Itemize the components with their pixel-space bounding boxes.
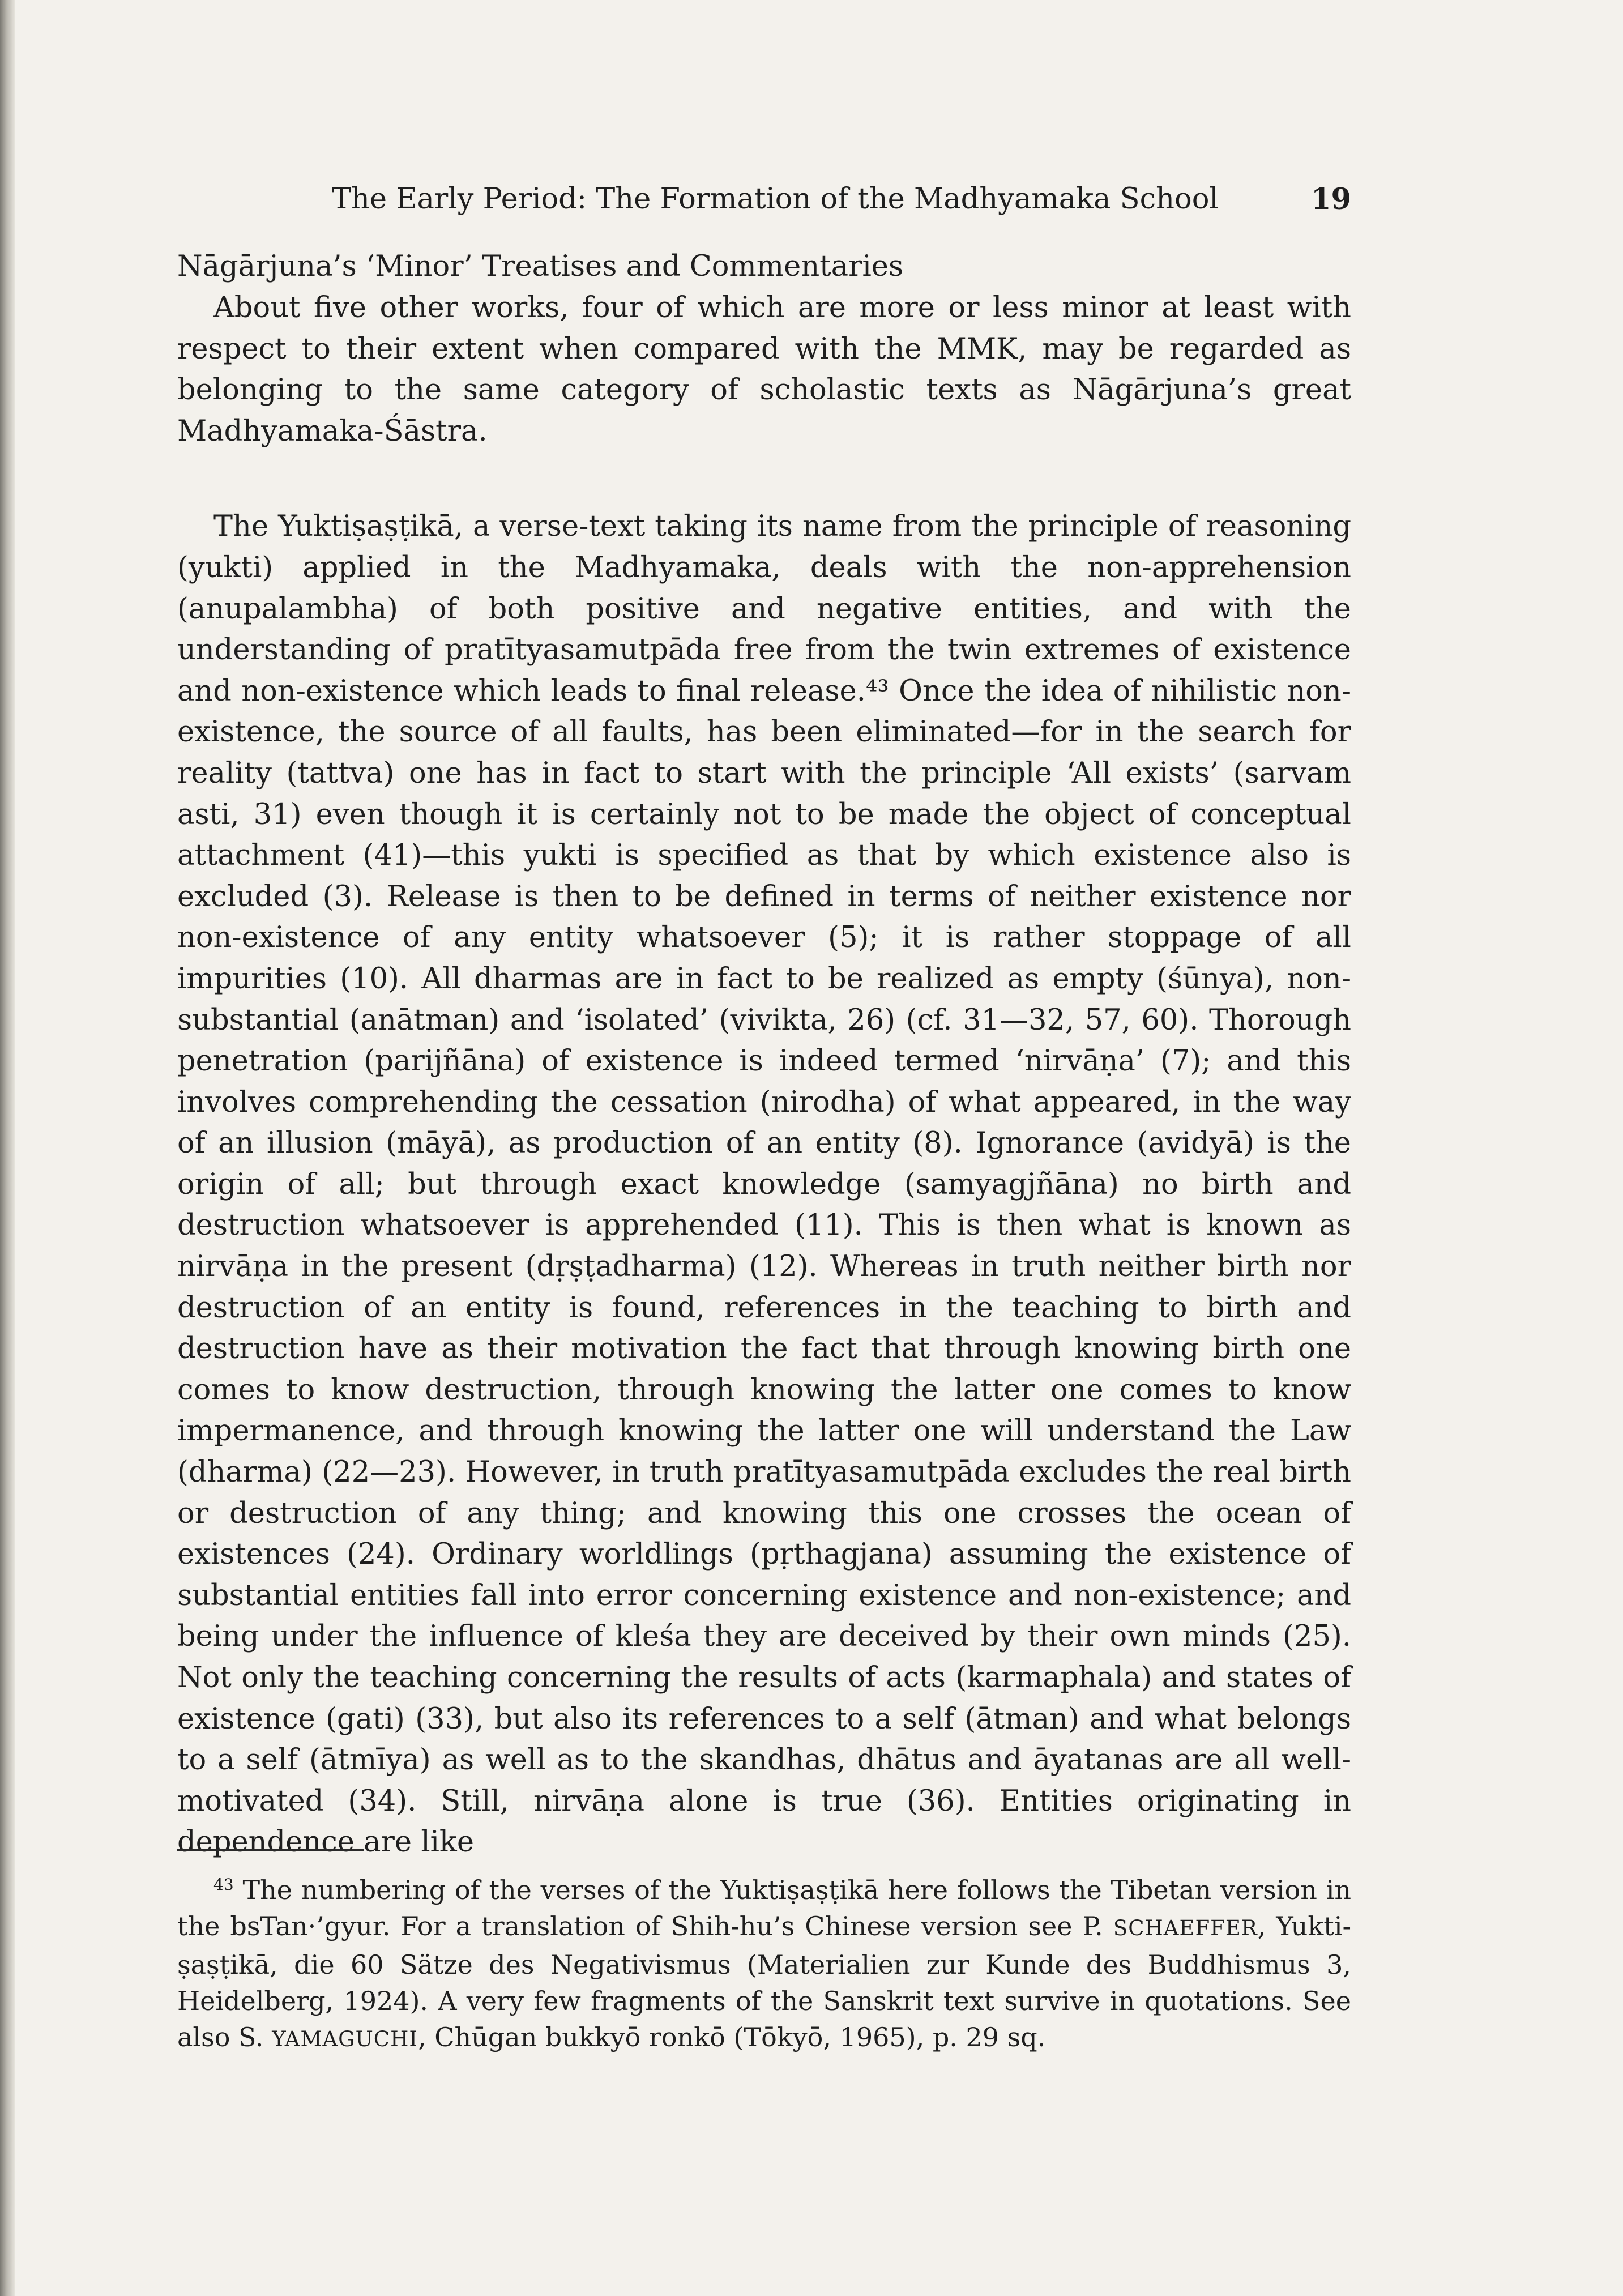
paragraph: About five other works, four of which are more or less minor at least with respect to their extent when compared with the MMK, may be regarded as belonging to the same category of scholastic texts as Nāgārjuna’s great Madhyamaka-Śāstra. — [177, 291, 1351, 448]
footnote-text: The numbering of the verses of the Yuktiṣaṣṭikā here follows the Tibetan version in the bsTan·’gyur. For a translation of Shih-hu’s Chinese version see P. — [177, 1875, 1351, 1941]
footnote-marker: 43 — [213, 1875, 234, 1894]
footnote-text: , Chūgan bukkyō ronkō (Tōkyō, 1965), p. 29 sq. — [418, 2022, 1046, 2052]
footnote — [177, 1867, 1351, 2058]
section-title: Nāgārjuna’s ‘Minor’ Treatises and Commentaries — [177, 250, 904, 283]
main-text — [177, 246, 1351, 1863]
page-binding-edge — [0, 0, 15, 2296]
author-name: SCHAEFFER — [1113, 1916, 1258, 1940]
footnote-text: , Yukti-ṣaṣṭikā, die 60 Sätze des Negativismus (Materialien zur Kunde des Buddhismus 3, Heidelberg, 1924). A very few fragments of the Sanskrit text survive in quotations. See also S. — [177, 1911, 1352, 2052]
page-number: 19 — [1311, 182, 1351, 216]
footnote-rule — [177, 1849, 364, 1851]
running-header — [332, 182, 1351, 216]
running-title: The Early Period: The Formation of the Madhyamaka School — [332, 182, 1219, 216]
paragraph: The Yuktiṣaṣṭikā, a verse-text taking its name from the principle of reasoning (yukti) applied in the Madhyamaka, deals with the non-apprehension (anupalambha) of both positive and negative entities, and with the understanding of pratītyasamutpāda free from the twin extremes of existence and non-existence which leads to final release.⁴³ Once the idea of nihilistic non-existence, the source of all faults, has been eliminated—for in the search for reality (tattva) one has in fact to start with the principle ‘All exists’ (sarvam asti, 31) even though it is certainly not to be made the object of conceptual attachment (41)—this yukti is specified as that by which existence also is excluded (3). Release is then to be defined in terms of neither existence nor non-existence of any entity whatsoever (5); it is rather stoppage of all impurities (10). All dharmas are in fact to be realized as empty (śūnya), non-substantial (anātman) and ‘isolated’ (vivikta, 26) (cf. 31—32, 57, 60). Thorough penetration (parijñāna) of existence is indeed termed ‘nirvāṇa’ (7); and this involves comprehending the cessation (nirodha) of what appeared, in the way of an illusion (māyā), as production of an entity (8). Ignorance (avidyā) is the origin of all; but through exact knowledge (samyagjñāna) no birth and destruction whatsoever is apprehended (11). This is then what is known as nirvāṇa in the present (dṛṣṭadharma) (12). Whereas in truth neither birth nor destruction of an entity is found, references in the teaching to birth and destruction have as their motivation the fact that through knowing birth one comes to know destruction, through knowing the latter one comes to know impermanence, and through knowing the latter one will understand the Law (dharma) (22—23). However, in truth pratītyasamutpāda excludes the real birth or destruction of any thing; and knowing this one crosses the ocean of existences (24). Ordinary worldlings (pṛthagjana) assuming the existence of substantial entities fall into error concerning existence and non-existence; and being under the influence of kleśa they are deceived by their own minds (25). Not only the teaching concerning the results of acts (karmaphala) and states of existence (gati) (33), but also its references to a self (ātman) and what belongs to a self (ātmīya) as well as to the skandhas, dhātus and āyatanas are all well-motivated (34). Still, nirvāṇa alone is true (36). Entities originating in dependence are like — [177, 510, 1351, 1859]
author-name: YAMAGUCHI — [272, 2027, 418, 2051]
